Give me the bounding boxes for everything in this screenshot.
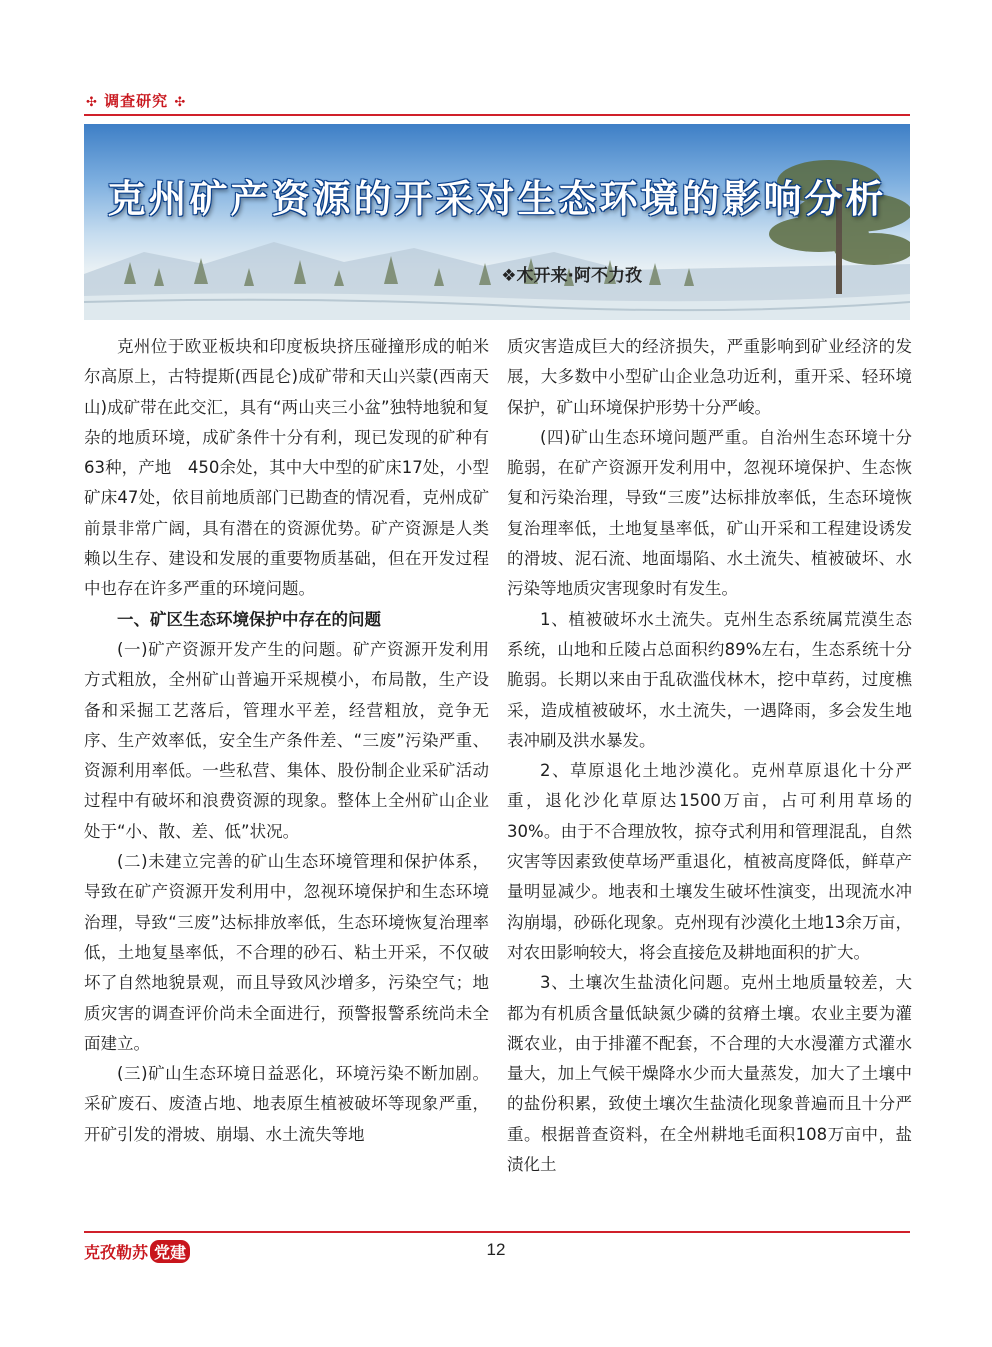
section-label-text: 调查研究 xyxy=(104,92,169,110)
ornament-right-icon: ✣ xyxy=(174,95,187,110)
title-banner xyxy=(84,124,910,320)
paragraph: 2、草原退化土地沙漠化。克州草原退化十分严重，退化沙化草原达1500万亩，占可利用草场的30%。由于不合理放牧，掠夺式利用和管理混乱，自然灾害等因素致使草场严重退化，植被高度降低，鲜草产量明显减少。地表和土壤发生破坏性演变，出现流水冲沟崩塌，砂砾化现象。克州现有沙漠化土地13余万亩，对农田影响较大，将会直接危及耕地面积的扩大。 xyxy=(507,761,912,962)
paragraph: (二)未建立完善的矿山生态环境管理和保护体系，导致在矿产资源开发利用中，忽视环境保护和生态环境治理，导致“三废”达标排放率低，生态环境恢复治理率低，土地复垦率低，不合理的砂石、粘土开采，不仅破坏了自然地貌景观，而且导致风沙增多，污染空气；地质灾害的调查评价尚未全面进行，预警报警系统尚未全面建立。 xyxy=(84,852,489,1053)
ornament-left-icon: ✣ xyxy=(86,95,98,110)
author-byline: ❖木开来·阿不力孜 xyxy=(501,266,642,286)
paragraph: (四)矿山生态环境问题严重。自治州生态环境十分脆弱，在矿产资源开发利用中，忽视环境保护、生态恢复和污染治理，导致“三废”达标排放率低，生态环境恢复治理率低，土地复垦率低，矿山开采和工程建设诱发的滑坡、泥石流、地面塌陷、水土流失、植被破坏、水污染等地质灾害现象时有发生。 xyxy=(507,427,912,599)
paragraph: 克州位于欧亚板块和印度板块挤压碰撞形成的帕米尔高原上，古特提斯(西昆仑)成矿带和天山兴蒙(西南天山)成矿带在此交汇，具有“两山夹三小盆”独特地貌和复杂的地质环境，成矿条件十分有利，现已发现的矿种有63种，产地 450余处，其中大中型的矿床17处，小型矿床47处，依目前地质部门已勘查的情况看，克州成矿前景非常广阔，具有潜在的资源优势。矿产资源是人类赖以生存、建设和发展的重要物质基础，但在开发过程中也存在许多严重的环境问题。 xyxy=(84,337,489,599)
paragraph: (一)矿产资源开发产生的问题。矿产资源开发利用方式粗放，全州矿山普遍开采规模小，布局散，生产设备和采掘工艺落后，管理水平差，经营粗放，竞争无序、生产效率低，安全生产条件差、“三废”污染严重、资源利用率低。一些私营、集体、股份制企业采矿活动过程中有破坏和浪费资源的现象。整体上全州矿山企业处于“小、散、差、低”状况。 xyxy=(84,639,489,841)
paragraph: (三)矿山生态环境日益恶化，环境污染不断加剧。采矿废石、废渣占地、地表原生植被破坏等现象严重，开矿引发的滑坡、崩塌、水土流失等地 xyxy=(84,1064,489,1144)
paragraph: 3、土壤次生盐渍化问题。克州土地质量较差，大都为有机质含量低缺氮少磷的贫瘠土壤。农业主要为灌溉农业，由于排灌不配套，不合理的大水漫灌方式灌水量大，加上气候干燥降水少而大量蒸发，加大了土壤中的盐份积累，致使土壤次生盐渍化现象普遍而且十分严重。根据普查资料，在全州耕地毛面积108万亩中，盐渍化土 xyxy=(507,973,912,1175)
left-column xyxy=(84,332,489,1150)
magazine-logo-badge: 党建 xyxy=(150,1240,190,1263)
right-column xyxy=(507,332,912,1180)
page-number: 12 xyxy=(486,1240,506,1259)
article-title: 克州矿产资源的开采对生态环境的影响分析 xyxy=(107,176,887,221)
paragraph-continuation: 质灾害造成巨大的经济损失，严重影响到矿业经济的发展，大多数中小型矿山企业急功近利，重开采、轻环境保护，矿山环境保护形势十分严峻。 xyxy=(507,337,912,417)
bottom-divider xyxy=(84,1231,910,1233)
magazine-logo-text: 克孜勒苏 xyxy=(84,1243,149,1262)
section-label xyxy=(86,90,186,111)
paragraph: 1、植被破坏水土流失。克州生态系统属荒漠生态系统，山地和丘陵占总面积约89%左右，生态系统十分脆弱。长期以来由于乱砍滥伐林木，挖中草药，过度樵采，造成植被破坏，水土流失，一遇降雨，多会发生地表冲刷及洪水暴发。 xyxy=(507,609,912,750)
section-heading: 一、矿区生态环境保护中存在的问题 xyxy=(117,609,381,629)
top-divider xyxy=(84,114,910,116)
